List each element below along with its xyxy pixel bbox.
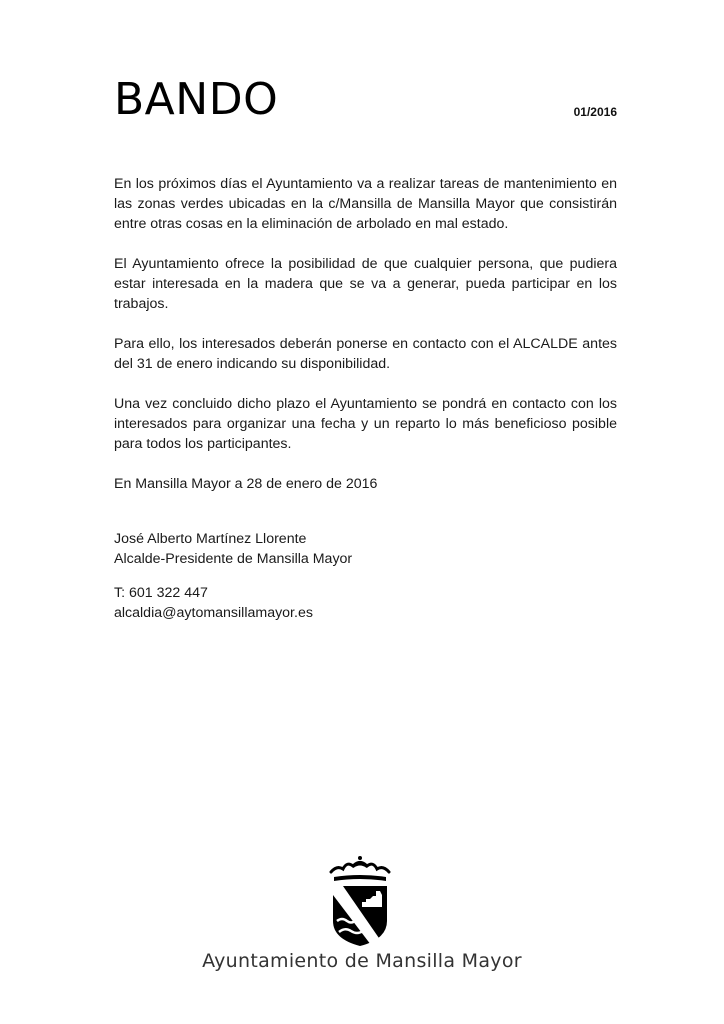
document-body	[114, 174, 617, 514]
organization-name: Ayuntamiento de Mansilla Mayor	[202, 950, 522, 972]
contact-phone: T: 601 322 447	[114, 585, 208, 601]
crown-dot	[358, 856, 362, 860]
contact-email[interactable]: alcaldia@aytomansillamayor.es	[114, 605, 313, 621]
paragraph-organization: Una vez concluido dicho plazo el Ayuntamiento se pondrá en contacto con los interesados para organizar una fecha y un reparto lo más beneficioso posible para todos los participantes.	[114, 396, 617, 452]
crown-band	[334, 875, 386, 881]
crown-center	[353, 865, 367, 868]
signatory-role: Alcalde-Presidente de Mansilla Mayor	[114, 551, 353, 567]
paragraph-maintenance: En los próximos días el Ayuntamiento va a realizar tareas de mantenimiento en las zonas verdes ubicadas en la c/Mansilla de Mansilla Mayor que consistirán entre otras cosas en la eliminación de arbolado en mal estado.	[114, 176, 617, 232]
place-and-date: En Mansilla Mayor a 28 de enero de 2016	[114, 476, 378, 492]
signatory-name: José Alberto Martínez Llorente	[114, 531, 307, 547]
paragraph-contact-instructions: Para ello, los interesados deberán ponerse en contacto con el ALCALDE antes del 31 de enero indicando su disponibilidad.	[114, 336, 617, 372]
document-number: 01/2016	[573, 105, 617, 119]
signature-block	[114, 529, 352, 569]
municipal-crest-icon	[329, 855, 391, 947]
contact-block	[114, 583, 313, 623]
document-title: BANDO	[114, 74, 279, 125]
paragraph-offer: El Ayuntamiento ofrece la posibilidad de que cualquier persona, que pudiera estar interesada en la madera que se va a generar, pueda participar en los trabajos.	[114, 256, 617, 312]
